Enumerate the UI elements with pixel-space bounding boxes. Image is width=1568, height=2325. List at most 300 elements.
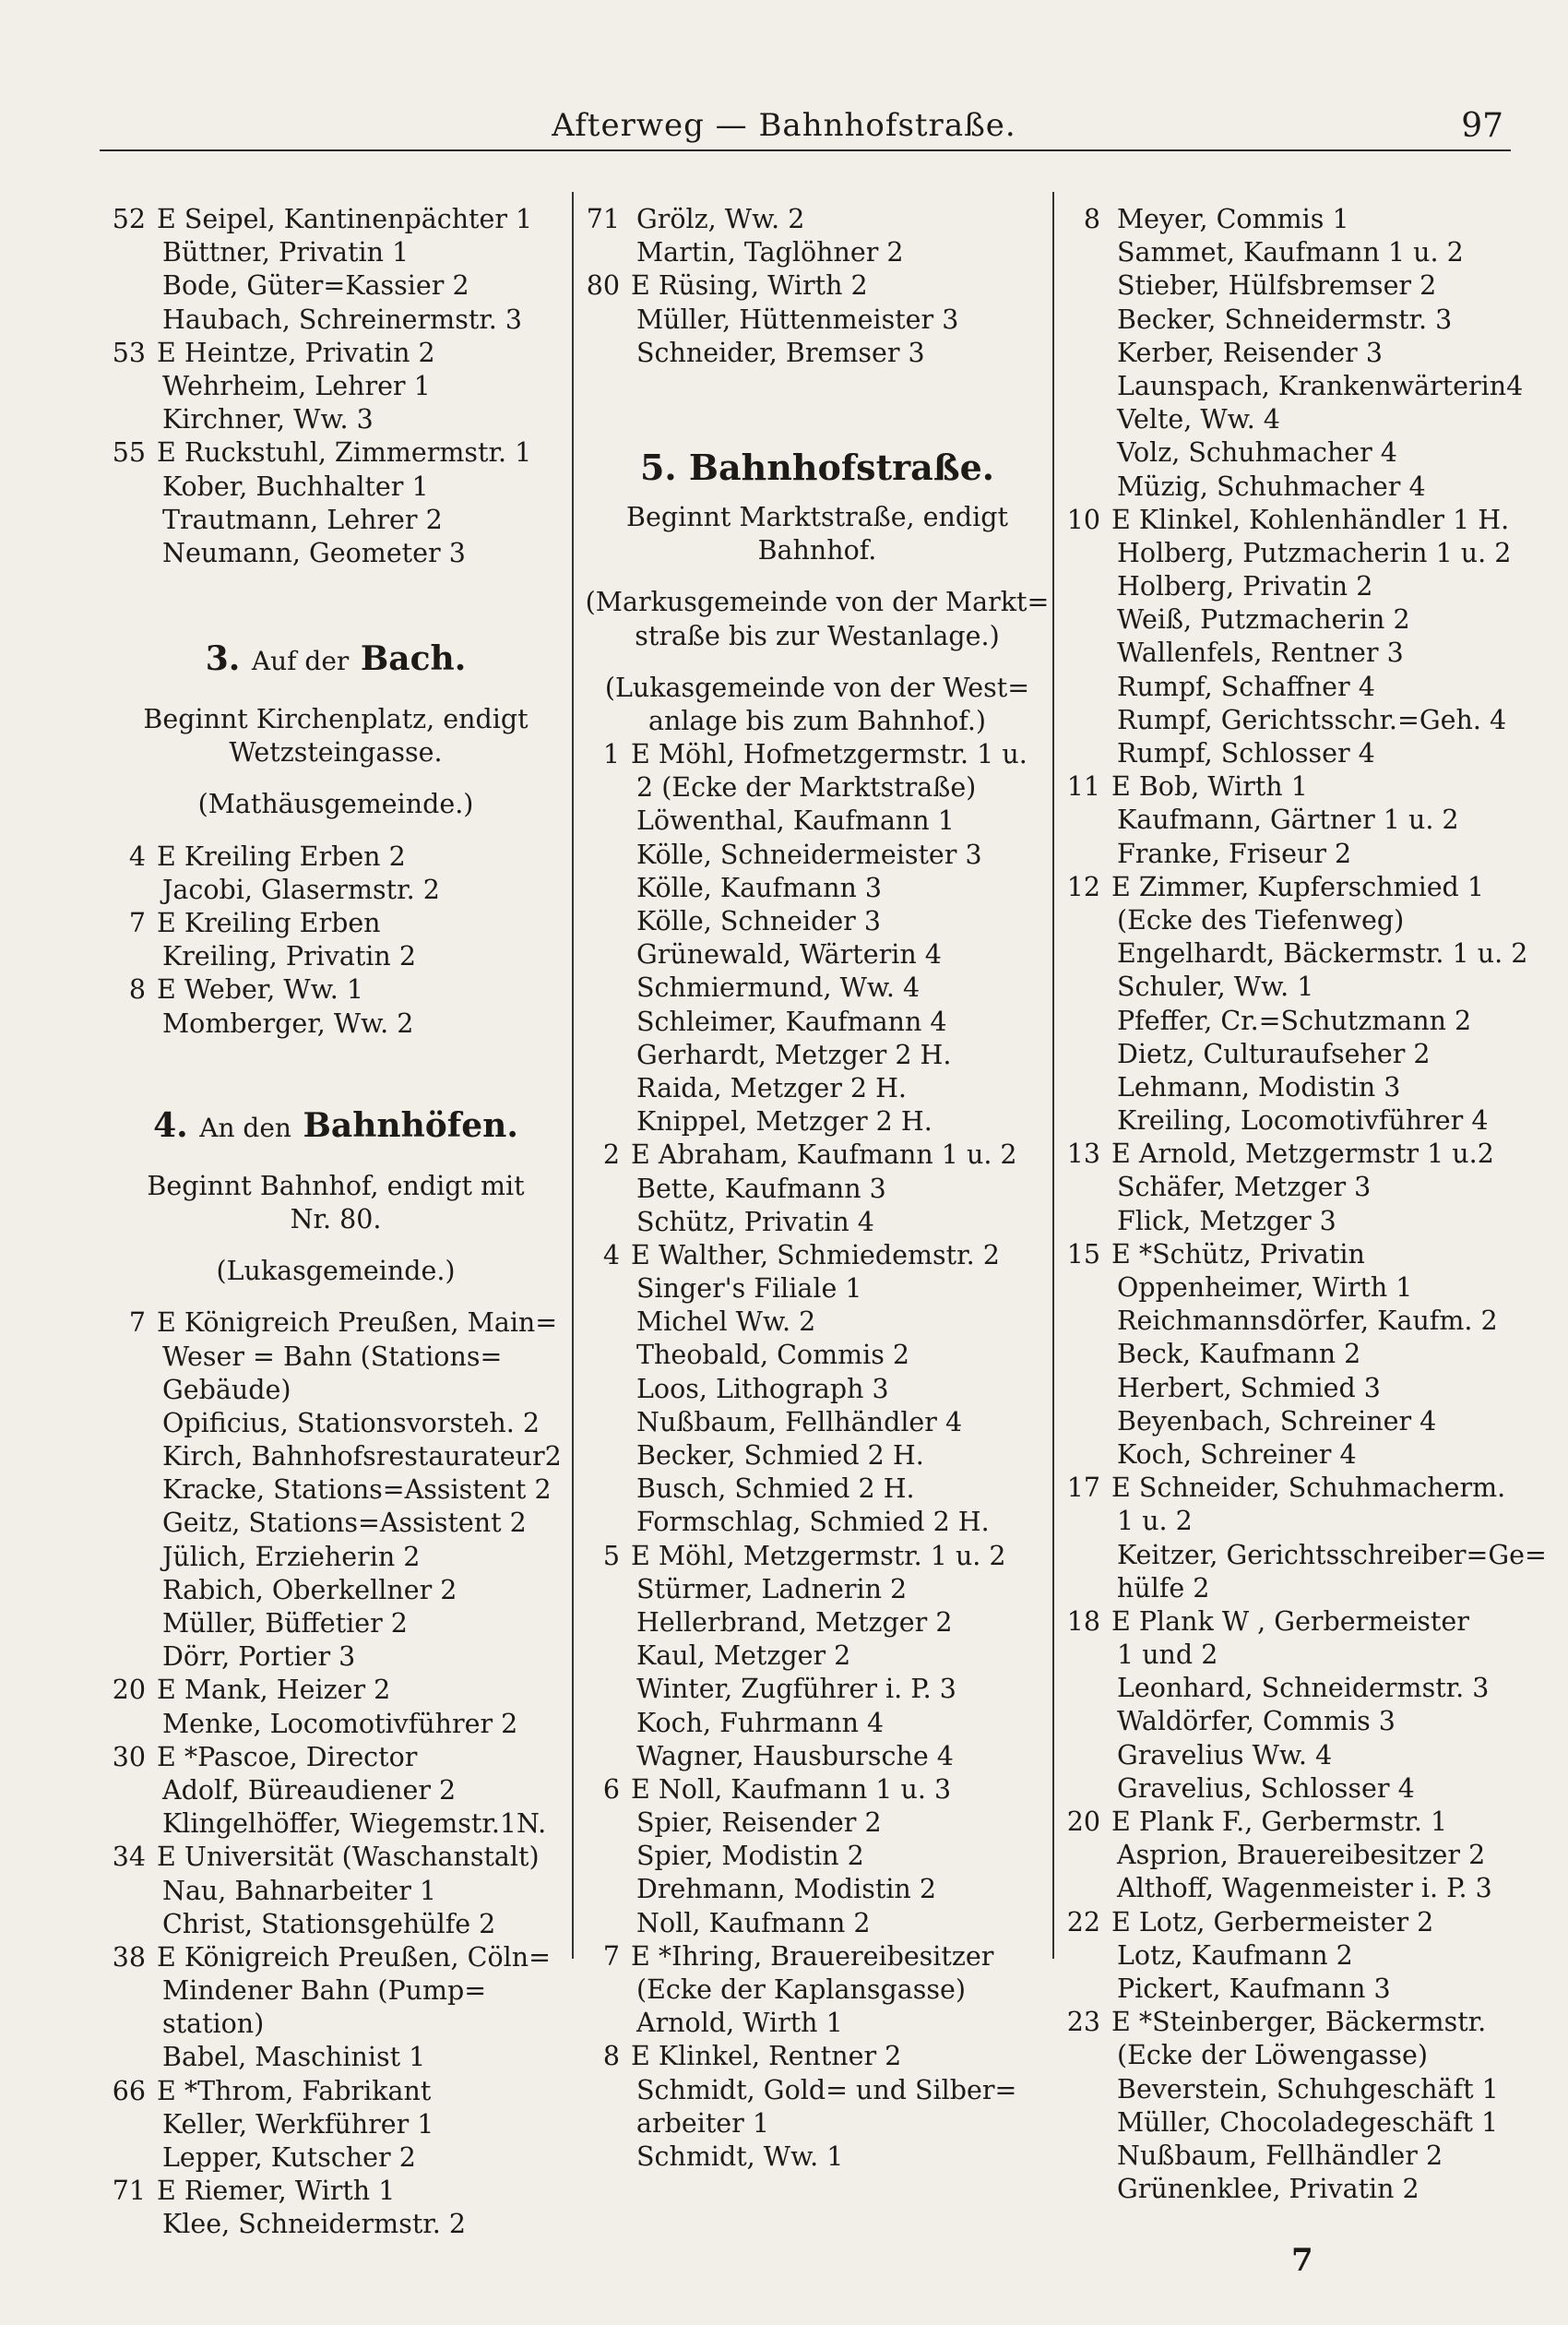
directory-entry <box>1063 1305 1554 1338</box>
entry-text: Wagner, Hausbursche 4 <box>636 1740 954 1771</box>
entry-text: Singer's Filiale 1 <box>636 1273 862 1305</box>
entry-text: E Lotz, Gerbermeister 2 <box>1111 1906 1434 1938</box>
entry-text: Velte, Ww. 4 <box>1117 404 1280 435</box>
entry-text: Kaufmann, Gärtner 1 u. 2 <box>1117 805 1459 836</box>
entry-text: Dietz, Culturaufseher 2 <box>1117 1038 1431 1069</box>
directory-entry <box>109 471 563 504</box>
house-number: 52 <box>112 204 146 234</box>
entry-text: (Ecke des Tiefenweg) <box>1117 904 1405 936</box>
entry-text: Kirch, Bahnhofsrestaurateur2 <box>162 1441 562 1472</box>
house-number: 2 <box>602 1139 620 1171</box>
entry-text: Schmiermund, Ww. 4 <box>636 972 921 1004</box>
directory-entry <box>109 403 563 436</box>
col2-block1 <box>583 203 1051 370</box>
entry-text: Neumann, Geometer 3 <box>162 537 466 568</box>
entry-text: Jacobi, Glasermstr. 2 <box>162 874 440 905</box>
entry-text: E Plank W , Gerbermeister <box>1111 1605 1469 1637</box>
directory-entry <box>1063 804 1554 837</box>
entry-text: Keitzer, Gerichtsschreiber=Ge= <box>1117 1539 1547 1570</box>
section-5-end: Bahnhof. <box>757 535 877 566</box>
directory-entry <box>109 2108 563 2141</box>
directory-entry <box>583 972 1051 1005</box>
directory-entry <box>583 1272 1051 1306</box>
entry-text: Beck, Kaufmann 2 <box>1117 1339 1361 1370</box>
entry-text: Beverstein, Schuhgeschäft 1 <box>1117 2073 1499 2104</box>
directory-entry <box>109 1708 563 1741</box>
directory-entry <box>109 1341 563 1374</box>
directory-entry <box>109 1841 563 1874</box>
directory-entry <box>583 938 1051 972</box>
entry-text: Noll, Kaufmann 2 <box>636 1907 871 1938</box>
directory-entry <box>583 1540 1051 1573</box>
directory-entry <box>583 1573 1051 1606</box>
entry-text: E Klinkel, Kohlenhändler 1 H. <box>1111 504 1510 535</box>
entry-text: Keller, Werkführer 1 <box>162 2108 434 2140</box>
entry-text: Stieber, Hülfsbremser 2 <box>1117 270 1437 302</box>
house-number: 4 <box>602 1239 620 1270</box>
entry-text: E Plank F., Gerbermstr. 1 <box>1111 1806 1448 1837</box>
entry-text: (Ecke der Kaplansgasse) <box>636 1974 966 2005</box>
entry-text: E Mank, Heizer 2 <box>157 1675 391 1706</box>
directory-entry <box>1063 2140 1554 2173</box>
entry-text: Flick, Metzger 3 <box>1117 1205 1336 1236</box>
entry-text: Momberger, Ww. 2 <box>162 1008 414 1039</box>
entry-text: Kölle, Schneider 3 <box>636 906 882 936</box>
directory-entry <box>583 1139 1051 1172</box>
entry-text: Schäfer, Metzger 3 <box>1117 1172 1372 1203</box>
directory-entry <box>109 973 563 1007</box>
directory-entry <box>1063 2173 1554 2206</box>
column-divider-1 <box>572 192 574 1959</box>
entry-text: Büttner, Privatin 1 <box>162 237 410 268</box>
directory-entry <box>583 872 1051 905</box>
directory-entry <box>1063 1605 1554 1639</box>
directory-entry <box>583 304 1051 337</box>
house-number: 1 <box>602 739 620 770</box>
house-number: 20 <box>112 1675 146 1706</box>
entry-text: Weiß, Putzmacherin 2 <box>1117 604 1410 636</box>
entry-text: Becker, Schmied 2 H. <box>636 1440 924 1471</box>
directory-entry <box>1063 337 1554 370</box>
col2-block2 <box>583 738 1051 2174</box>
entry-text: Nußbaum, Fellhändler 2 <box>1117 2140 1443 2171</box>
directory-entry <box>1063 370 1554 403</box>
entry-text: Adolf, Büreaudiener 2 <box>162 1774 457 1806</box>
entry-text: Müller, Hüttenmeister 3 <box>636 304 959 335</box>
directory-entry <box>109 304 563 337</box>
directory-entry <box>109 269 563 303</box>
directory-entry <box>109 2041 563 2074</box>
directory-entry <box>109 2175 563 2208</box>
entry-text: Gravelius Ww. 4 <box>1117 1739 1333 1771</box>
directory-entry <box>583 2040 1051 2073</box>
house-number: 80 <box>586 270 620 302</box>
col1-block1 <box>109 203 563 570</box>
entry-text: Reichmannsdörfer, Kaufm. 2 <box>1117 1306 1498 1337</box>
entry-text: Spier, Modistin 2 <box>636 1841 864 1872</box>
house-number: 10 <box>1066 504 1100 535</box>
house-number: 8 <box>1083 204 1100 234</box>
house-number: 71 <box>112 2176 146 2207</box>
directory-entry <box>1063 1405 1554 1438</box>
entry-text: Wallenfels, Rentner 3 <box>1117 638 1404 669</box>
entry-text: Schleimer, Kaufmann 4 <box>636 1006 947 1037</box>
directory-entry <box>109 370 563 403</box>
house-number: 7 <box>602 1940 620 1972</box>
directory-entry <box>1063 1205 1554 1238</box>
directory-entry <box>583 236 1051 269</box>
entry-text: Formschlag, Schmied 2 H. <box>636 1507 990 1538</box>
entry-text: Menke, Locomotivführer 2 <box>162 1708 518 1739</box>
entry-text: Kölle, Kaufmann 3 <box>636 872 883 903</box>
directory-entry <box>1063 1338 1554 1371</box>
directory-entry <box>583 1406 1051 1439</box>
entry-text: Rabich, Oberkellner 2 <box>162 1574 457 1605</box>
directory-entry <box>583 1006 1051 1039</box>
entry-text: Grünewald, Wärterin 4 <box>636 939 942 971</box>
entry-text: E Kreiling Erben 2 <box>157 841 406 872</box>
entry-text: Kaul, Metzger 2 <box>636 1640 851 1672</box>
section-3-title: 3. Auf der Bach. <box>205 639 467 679</box>
entry-text: E Riemer, Wirth 1 <box>157 2176 396 2207</box>
directory-entry <box>583 738 1051 771</box>
directory-entry <box>109 1741 563 1774</box>
entry-text: E *Schütz, Privatin <box>1111 1238 1365 1270</box>
directory-entry <box>109 1875 563 1908</box>
house-number: 30 <box>112 1741 146 1772</box>
directory-entry <box>109 841 563 874</box>
section-5-parish-2b: anlage bis zum Bahnhof.) <box>648 705 986 736</box>
entry-text: Lotz, Kaufmann 2 <box>1117 1939 1353 1971</box>
entry-text: Klee, Schneidermstr. 2 <box>162 2209 467 2240</box>
entry-text: Arnold, Wirth 1 <box>636 2008 843 2039</box>
entry-text: Winter, Zugführer i. P. 3 <box>636 1674 956 1705</box>
directory-entry <box>109 1306 563 1340</box>
directory-entry <box>1063 1238 1554 1271</box>
entry-text: Gebäude) <box>162 1374 291 1405</box>
directory-entry <box>1063 1372 1554 1405</box>
entry-text: Rumpf, Schlosser 4 <box>1117 738 1375 769</box>
entry-text: Trautmann, Lehrer 2 <box>162 504 443 535</box>
directory-entry <box>109 1008 563 1041</box>
entry-text: Koch, Schreiner 4 <box>1117 1438 1357 1470</box>
directory-entry <box>109 436 563 470</box>
house-number: 7 <box>128 908 146 938</box>
entry-text: E Bob, Wirth 1 <box>1111 771 1308 803</box>
directory-entry <box>109 504 563 537</box>
entry-text: E Arnold, Metzgermstr 1 u.2 <box>1111 1139 1494 1170</box>
directory-entry <box>109 1774 563 1807</box>
directory-entry <box>109 1374 563 1407</box>
directory-entry <box>109 1640 563 1674</box>
directory-entry <box>583 2107 1051 2140</box>
directory-entry <box>583 2007 1051 2040</box>
entry-text: Rumpf, Gerichtsschr.=Geh. 4 <box>1117 704 1507 735</box>
directory-entry <box>583 1206 1051 1239</box>
page-header <box>0 103 1568 149</box>
entry-text: Drehmann, Modistin 2 <box>636 1874 936 1905</box>
house-number: 4 <box>128 841 146 872</box>
entry-text: Kreiling, Privatin 2 <box>162 941 416 972</box>
entry-text: (Ecke der Löwengasse) <box>1117 2040 1429 2071</box>
entry-text: Babel, Maschinist 1 <box>162 2042 426 2073</box>
entry-text: Raida, Metzger 2 H. <box>636 1072 907 1103</box>
entry-text: E Universität (Waschanstalt) <box>157 1842 540 1873</box>
directory-entry <box>1063 1705 1554 1738</box>
directory-entry <box>1063 838 1554 871</box>
directory-entry <box>1063 537 1554 570</box>
directory-entry <box>583 269 1051 303</box>
directory-entry <box>1063 1104 1554 1138</box>
section-5-parish-1b: straße bis zur Westanlage.) <box>635 620 1000 651</box>
directory-entry <box>109 203 563 236</box>
entry-text: Bode, Güter=Kassier 2 <box>162 270 469 302</box>
entry-text: E *Pascoe, Director <box>157 1741 418 1772</box>
directory-entry <box>583 1973 1051 2007</box>
directory-entry <box>583 1673 1051 1706</box>
directory-entry <box>583 1707 1051 1740</box>
directory-entry <box>583 1907 1051 1940</box>
directory-entry <box>1063 304 1554 337</box>
directory-entry <box>583 1173 1051 1206</box>
entry-text: Dörr, Portier 3 <box>162 1641 356 1673</box>
entry-text: Herbert, Schmied 3 <box>1117 1372 1381 1403</box>
entry-text: Stürmer, Ladnerin 2 <box>636 1573 908 1604</box>
entry-text: Kreiling, Locomotivführer 4 <box>1117 1105 1489 1137</box>
directory-entry <box>1063 603 1554 637</box>
entry-text: Holberg, Privatin 2 <box>1117 571 1373 602</box>
entry-text: Gerhardt, Metzger 2 H. <box>636 1039 952 1070</box>
entry-text: Haubach, Schreinermstr. 3 <box>162 304 523 335</box>
entry-text: Becker, Schneidermstr. 3 <box>1117 304 1453 335</box>
entry-text: Schütz, Privatin 4 <box>636 1206 874 1237</box>
header-rule <box>100 149 1511 151</box>
signature-mark: 7 <box>1291 2242 1313 2279</box>
section-5-title: 5. Bahnhofstraße. <box>639 446 995 488</box>
house-number: 71 <box>586 204 620 234</box>
entry-text: Waldörfer, Commis 3 <box>1117 1706 1396 1737</box>
entry-text: Sammet, Kaufmann 1 u. 2 <box>1117 237 1464 268</box>
directory-entry <box>1063 770 1554 804</box>
directory-entry <box>109 1941 563 1974</box>
col1-block3 <box>109 1306 563 2241</box>
directory-entry <box>109 2208 563 2241</box>
entry-text: 1 u. 2 <box>1117 1506 1193 1537</box>
directory-entry <box>1063 937 1554 971</box>
entry-text: Rumpf, Schaffner 4 <box>1117 671 1375 702</box>
section-5-begin: Beginnt Marktstraße, endigt <box>626 501 1008 532</box>
directory-entry <box>1063 1505 1554 1538</box>
entry-text: Busch, Schmied 2 H. <box>636 1473 915 1505</box>
directory-entry <box>1063 1438 1554 1472</box>
entry-text: E Noll, Kaufmann 1 u. 3 <box>631 1773 952 1805</box>
entry-text: Knippel, Metzger 2 H. <box>636 1106 932 1138</box>
section-3-parish: (Mathäusgemeinde.) <box>197 789 474 820</box>
house-number: 8 <box>602 2041 620 2072</box>
directory-entry <box>109 940 563 973</box>
directory-entry <box>109 2141 563 2175</box>
entry-text: Schuler, Ww. 1 <box>1117 972 1314 1003</box>
section-5-parish-1a: (Markusgemeinde von der Markt= <box>585 587 1050 618</box>
directory-entry <box>109 1574 563 1607</box>
entry-text: Meyer, Commis 1 <box>1117 204 1349 234</box>
directory-entry <box>1063 203 1554 236</box>
entry-text: Weser = Bahn (Stations= <box>162 1341 503 1372</box>
entry-text: Gravelius, Schlosser 4 <box>1117 1772 1415 1804</box>
entry-text: Beyenbach, Schreiner 4 <box>1117 1405 1437 1437</box>
entry-text: Müzig, Schuhmacher 4 <box>1117 471 1426 502</box>
entry-text: Theobald, Commis 2 <box>636 1340 910 1371</box>
entry-text: Oppenheimer, Wirth 1 <box>1117 1272 1413 1303</box>
directory-entry <box>1063 1572 1554 1605</box>
entry-text: Kölle, Schneidermeister 3 <box>636 839 982 870</box>
directory-entry <box>1063 904 1554 937</box>
directory-entry <box>109 1807 563 1841</box>
col3-block1 <box>1063 203 1554 2206</box>
entry-text: Löwenthal, Kaufmann 1 <box>636 805 955 837</box>
directory-entry <box>109 236 563 269</box>
section-3-begin: Beginnt Kirchenplatz, endigt <box>143 704 529 735</box>
entry-text: Jülich, Erzieherin 2 <box>162 1541 421 1572</box>
entry-text: Schmidt, Gold= und Silber= <box>636 2074 1017 2105</box>
entry-text: Christ, Stationsgehülfe 2 <box>162 1908 496 1939</box>
directory-entry <box>1063 1539 1554 1572</box>
directory-entry <box>583 1039 1051 1072</box>
entry-text: E *Ihring, Brauereibesitzer <box>631 1940 994 1972</box>
entry-text: hülfe 2 <box>1117 1572 1210 1604</box>
directory-entry <box>109 337 563 370</box>
directory-entry <box>583 1472 1051 1506</box>
house-number: 17 <box>1066 1472 1100 1504</box>
entry-text: Kerber, Reisender 3 <box>1117 337 1383 368</box>
directory-entry <box>1063 1839 1554 1872</box>
house-number: 22 <box>1066 1906 1100 1938</box>
house-number: 5 <box>602 1540 620 1571</box>
entry-text: Müller, Büffetier 2 <box>162 1608 408 1639</box>
house-number: 66 <box>112 2075 146 2106</box>
house-number: 18 <box>1066 1605 1100 1637</box>
entry-text: E Königreich Preußen, Cöln= <box>157 1941 551 1973</box>
entry-text: Koch, Fuhrmann 4 <box>636 1707 885 1738</box>
entry-text: Grölz, Ww. 2 <box>636 204 805 234</box>
directory-entry <box>1063 1806 1554 1839</box>
directory-entry <box>109 1440 563 1473</box>
directory-entry <box>583 1639 1051 1673</box>
directory-entry <box>583 1840 1051 1873</box>
directory-entry <box>1063 236 1554 269</box>
entry-text: 2 (Ecke der Marktstraße) <box>636 772 977 804</box>
directory-entry <box>109 1974 563 2008</box>
directory-entry <box>583 2074 1051 2107</box>
entry-text: E Königreich Preußen, Main= <box>157 1307 558 1339</box>
section-3-end: Wetzsteingasse. <box>229 737 443 769</box>
entry-text: E Zimmer, Kupferschmied 1 <box>1111 871 1484 902</box>
column-3 <box>1063 203 1554 2205</box>
directory-entry <box>1063 1739 1554 1772</box>
entry-text: Kober, Buchhalter 1 <box>162 471 429 502</box>
entry-text: Lepper, Kutscher 2 <box>162 2142 416 2173</box>
entry-text: Pickert, Kaufmann 3 <box>1117 1973 1391 2004</box>
entry-text: E Heintze, Privatin 2 <box>157 337 435 368</box>
house-number: 6 <box>602 1773 620 1805</box>
directory-entry <box>1063 1271 1554 1305</box>
section-4-title: 4. An den Bahnhöfen. <box>153 1105 518 1145</box>
directory-entry <box>583 1072 1051 1105</box>
house-number: 11 <box>1066 771 1100 803</box>
entry-text: station) <box>162 2009 265 2040</box>
page-number: 97 <box>1461 107 1503 145</box>
directory-entry <box>583 1740 1051 1773</box>
directory-entry <box>1063 637 1554 670</box>
directory-entry <box>109 2008 563 2041</box>
entry-text: Geitz, Stations=Assistent 2 <box>162 1508 527 1539</box>
entry-text: E Kreiling Erben <box>157 908 381 938</box>
directory-entry <box>583 1439 1051 1472</box>
entry-text: Wehrheim, Lehrer 1 <box>162 370 431 401</box>
house-number: 55 <box>112 437 146 469</box>
entry-text: Schneider, Bremser 3 <box>636 337 925 368</box>
entry-text: E Abraham, Kaufmann 1 u. 2 <box>631 1139 1017 1171</box>
entry-text: E Möhl, Metzgermstr. 1 u. 2 <box>631 1540 1006 1571</box>
entry-text: Engelhardt, Bäckermstr. 1 u. 2 <box>1117 938 1528 970</box>
house-number: 20 <box>1066 1806 1100 1837</box>
house-number: 15 <box>1066 1238 1100 1270</box>
directory-entry <box>583 1105 1051 1139</box>
directory-entry <box>583 1873 1051 1906</box>
entry-text: E Walther, Schmiedemstr. 2 <box>631 1239 1000 1270</box>
entry-text: Althoff, Wagenmeister i. P. 3 <box>1117 1873 1492 1904</box>
directory-entry <box>1063 1973 1554 2006</box>
directory-entry <box>1063 737 1554 770</box>
entry-text: Opificius, Stationsvorsteh. 2 <box>162 1407 540 1438</box>
entry-text: 1 und 2 <box>1117 1639 1218 1671</box>
house-number: 7 <box>128 1307 146 1339</box>
directory-entry <box>109 1473 563 1507</box>
entry-text: E Weber, Ww. 1 <box>157 974 363 1006</box>
directory-entry <box>583 805 1051 838</box>
directory-entry <box>583 203 1051 236</box>
entry-text: E Seipel, Kantinenpächter 1 <box>157 204 533 234</box>
column-1 <box>109 203 563 2240</box>
directory-entry <box>1063 1005 1554 1038</box>
running-title: Afterweg — Bahnhofstraße. <box>552 107 1016 144</box>
entry-text: Leonhard, Schneidermstr. 3 <box>1117 1673 1490 1704</box>
directory-entry <box>1063 403 1554 436</box>
directory-entry <box>583 337 1051 370</box>
entry-text: E Möhl, Hofmetzgermstr. 1 u. <box>631 739 1028 770</box>
entry-text: Kracke, Stations=Assistent 2 <box>162 1474 552 1506</box>
section-4-begin: Beginnt Bahnhof, endigt mit <box>147 1170 525 1201</box>
directory-entry <box>109 1407 563 1440</box>
directory-entry <box>1063 1906 1554 1939</box>
directory-entry <box>1063 1472 1554 1505</box>
directory-entry <box>109 1674 563 1707</box>
section-4-end: Nr. 80. <box>290 1203 382 1234</box>
directory-entry <box>1063 1071 1554 1104</box>
entry-text: Loos, Lithograph 3 <box>636 1373 889 1404</box>
house-number: 23 <box>1066 2007 1100 2038</box>
entry-text: Franke, Friseur 2 <box>1117 838 1352 869</box>
directory-entry <box>583 2140 1051 2174</box>
directory-entry <box>1063 436 1554 470</box>
directory-entry <box>583 1606 1051 1639</box>
column-divider-2 <box>1052 192 1054 1959</box>
directory-entry <box>583 1940 1051 1973</box>
house-number: 34 <box>112 1842 146 1873</box>
directory-entry <box>1063 871 1554 904</box>
directory-entry <box>1063 2073 1554 2106</box>
entry-text: Pfeffer, Cr.=Schutzmann 2 <box>1117 1005 1472 1036</box>
